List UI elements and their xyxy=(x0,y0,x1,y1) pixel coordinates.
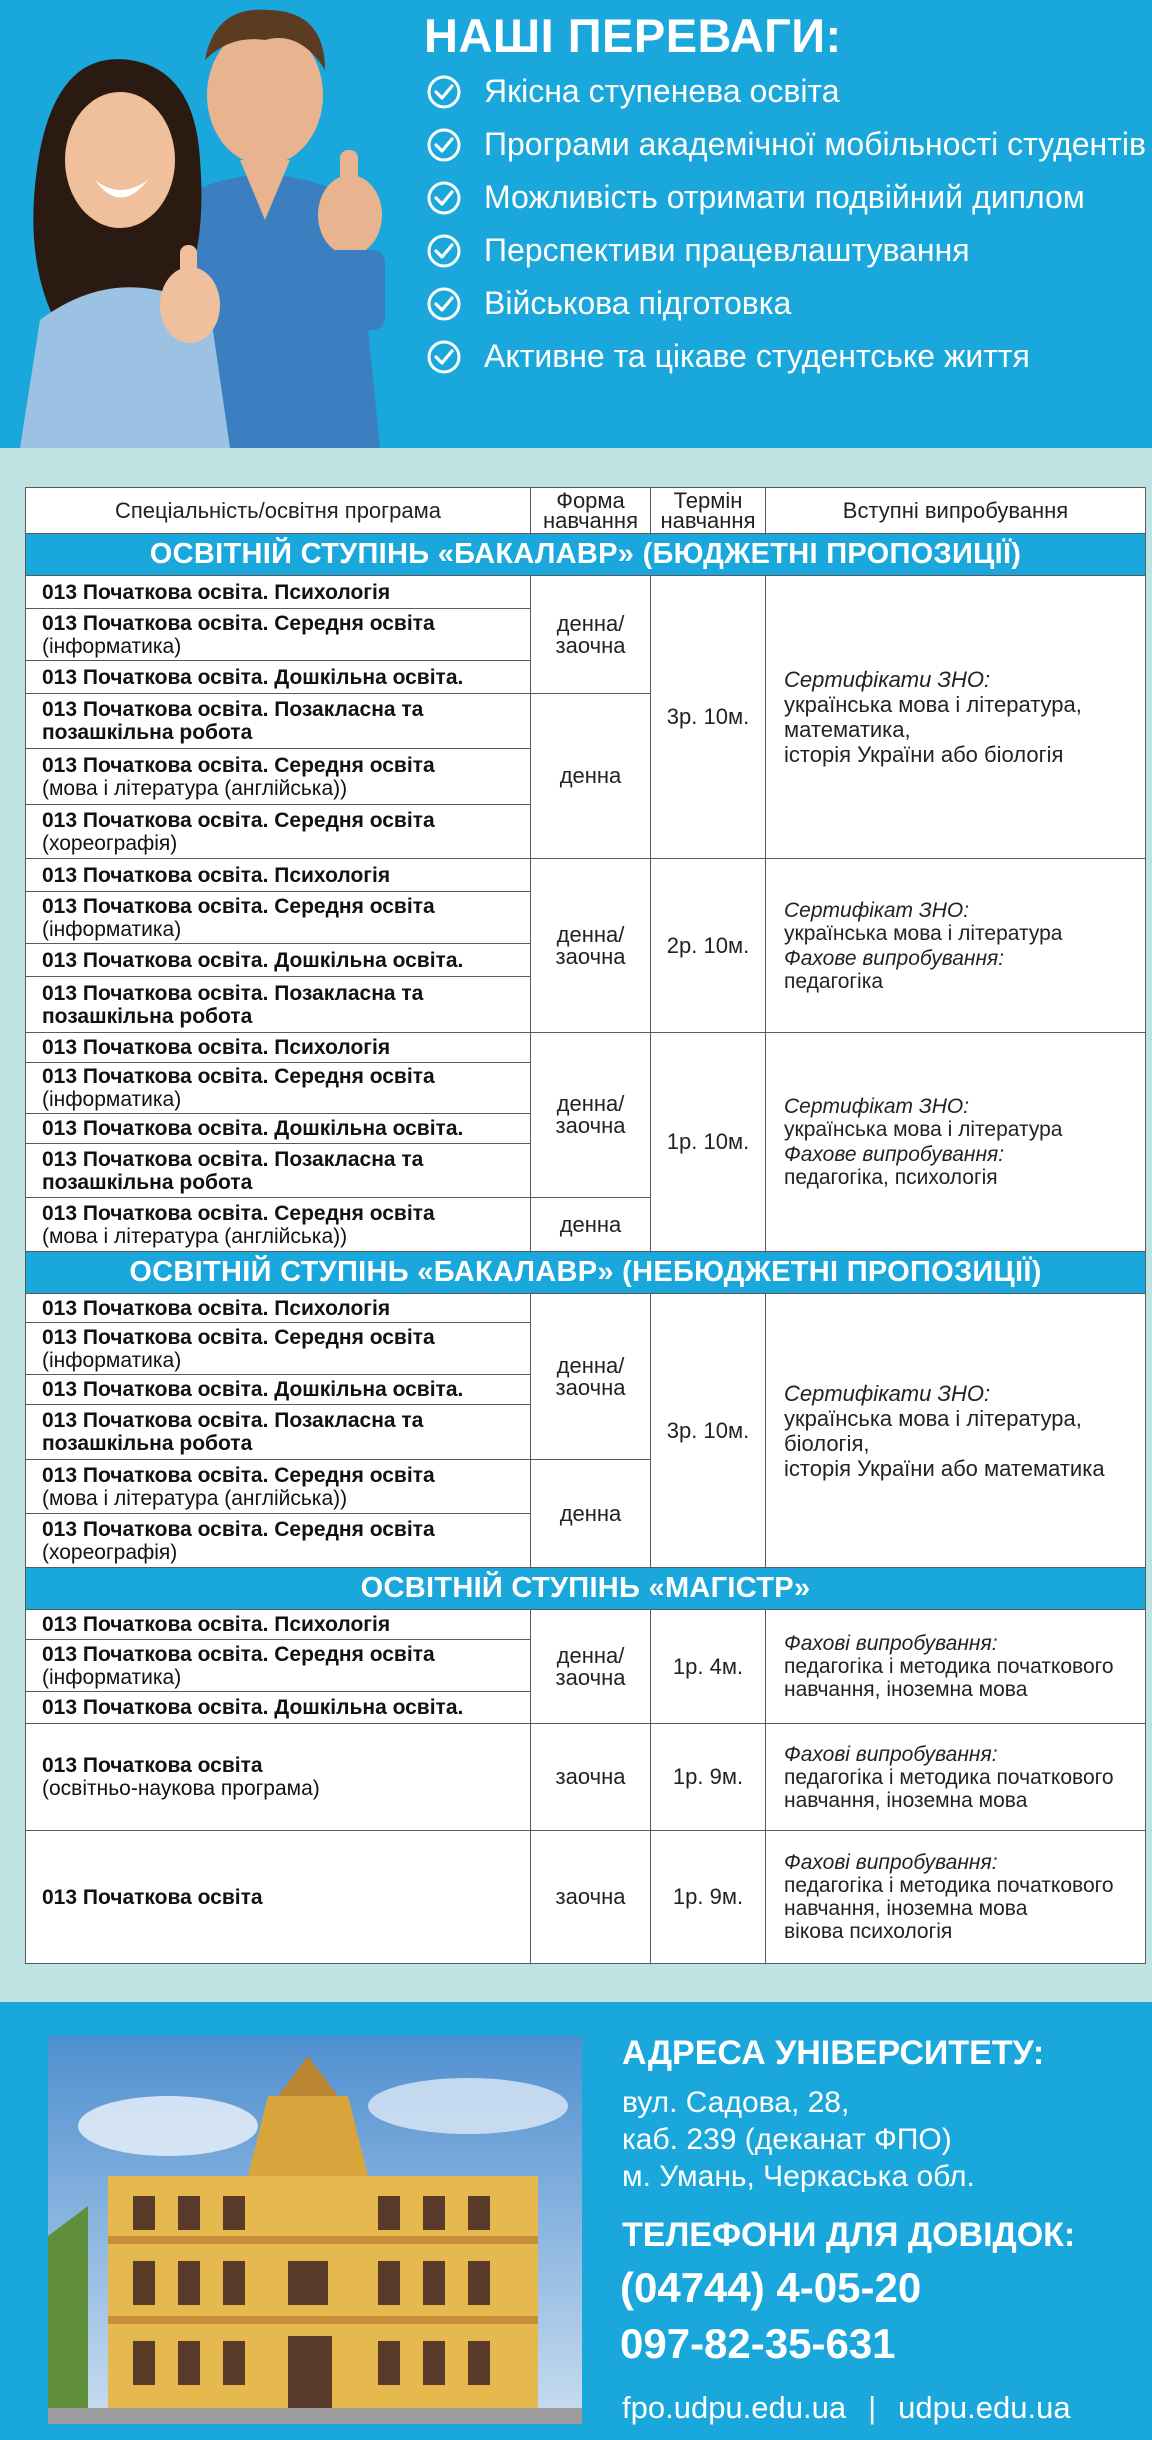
program-cell xyxy=(26,1460,531,1514)
exams-cell xyxy=(766,1831,1146,1964)
header-program: Спеціальність/освітня програма xyxy=(26,488,531,534)
program-name: 013 Початкова освіта. Психологія xyxy=(42,1296,391,1320)
program-specialization: (освітньо-наукова програма) xyxy=(42,1777,320,1800)
program-cell xyxy=(26,1831,531,1964)
program-cell xyxy=(26,1063,531,1114)
advantage-text: Перспективи працевлаштування xyxy=(484,232,970,268)
advantages-banner xyxy=(0,0,1152,448)
form-cell: заочна xyxy=(531,1831,651,1964)
form-cell: денна/ заочна xyxy=(531,1294,651,1460)
program-cell xyxy=(26,1114,531,1144)
program-cell xyxy=(26,1610,531,1640)
address-block xyxy=(622,2084,975,2195)
advantage-item xyxy=(426,233,1146,269)
programs-table-wrapper xyxy=(25,487,1145,1964)
exam-label: Фахове випробування: xyxy=(784,946,1005,970)
form-cell: денна/ заочна xyxy=(531,1610,651,1724)
advantage-item xyxy=(426,180,1146,216)
header-form: Форма навчання xyxy=(531,488,651,534)
term-cell: 2р. 10м. xyxy=(651,859,766,1033)
advantage-text: Активне та цікаве студентське життя xyxy=(484,338,1030,374)
program-cell xyxy=(26,609,531,661)
program-name: 013 Початкова освіта. Середня освіта xyxy=(42,808,435,832)
exam-line: українська мова і література, xyxy=(784,692,1082,717)
program-name: 013 Початкова освіта. Дошкільна освіта. xyxy=(42,665,464,689)
term-cell: 3р. 10м. xyxy=(651,1294,766,1568)
program-name: 013 Початкова освіта. Середня освіта xyxy=(42,1201,435,1225)
exam-line: історія України або біологія xyxy=(784,742,1064,767)
program-name: 013 Початкова освіта. Середня освіта xyxy=(42,1642,435,1666)
table-row xyxy=(26,1610,1146,1640)
program-specialization: (хореографія) xyxy=(42,1540,178,1564)
program-cell xyxy=(26,1144,531,1198)
address-title: АДРЕСА УНІВЕРСИТЕТУ: xyxy=(622,2034,1045,2072)
exam-line: вікова психологія xyxy=(784,1920,953,1943)
exam-label: Фахові випробування: xyxy=(784,1632,998,1655)
program-cell xyxy=(26,977,531,1033)
phone-number[interactable]: 097-82-35-631 xyxy=(620,2320,896,2367)
advantage-text: Можливість отримати подвійний диплом xyxy=(484,179,1085,215)
program-name: 013 Початкова освіта. Психологія xyxy=(42,863,391,887)
form-cell: денна xyxy=(531,1460,651,1568)
program-cell xyxy=(26,749,531,805)
check-circle-icon xyxy=(426,127,462,163)
advantage-item xyxy=(426,339,1146,375)
exams-cell xyxy=(766,1724,1146,1831)
exam-label: Фахове випробування: xyxy=(784,1143,1005,1166)
program-name: 013 Початкова освіта xyxy=(42,1754,263,1777)
check-circle-icon xyxy=(426,74,462,110)
program-specialization: (хореографія) xyxy=(42,831,178,855)
table-row xyxy=(26,859,1146,892)
program-name: 013 Початкова освіта xyxy=(42,1885,263,1909)
exam-line: педагогіка xyxy=(784,969,884,993)
advantage-item xyxy=(426,74,1146,110)
exam-label: Сертифікат ЗНО: xyxy=(784,898,970,922)
program-name: 013 Початкова освіта. Дошкільна освіта. xyxy=(42,1696,464,1719)
address-line: вул. Садова, 28, xyxy=(622,2086,850,2119)
program-name: 013 Початкова освіта. Психологія xyxy=(42,1613,391,1636)
term-cell: 3р. 10м. xyxy=(651,576,766,859)
program-cell xyxy=(26,892,531,944)
table-header-row xyxy=(26,488,1146,534)
advantage-item xyxy=(426,286,1146,322)
form-cell: денна/ заочна xyxy=(531,859,651,1033)
check-circle-icon xyxy=(426,286,462,322)
advantage-text: Програми академічної мобільності студентів xyxy=(484,126,1146,162)
exams-cell xyxy=(766,1294,1146,1568)
exams-cell xyxy=(766,1033,1146,1252)
form-cell: денна/ заочна xyxy=(531,1033,651,1198)
students-thumbs-up-photo xyxy=(0,0,420,448)
program-name: 013 Початкова освіта. Середня освіта xyxy=(42,1517,435,1541)
program-cell xyxy=(26,694,531,749)
program-cell xyxy=(26,1724,531,1831)
program-cell xyxy=(26,1692,531,1724)
form-cell: заочна xyxy=(531,1724,651,1831)
program-cell xyxy=(26,1033,531,1063)
program-cell xyxy=(26,1375,531,1405)
form-cell: денна/ заочна xyxy=(531,576,651,694)
university-building-photo xyxy=(48,2036,582,2424)
program-specialization: (інформатика) xyxy=(42,1088,182,1111)
term-cell: 1р. 4м. xyxy=(651,1610,766,1724)
program-cell xyxy=(26,805,531,859)
check-circle-icon xyxy=(426,233,462,269)
advantage-text: Військова підготовка xyxy=(484,285,792,321)
section-title: ОСВІТНІЙ СТУПІНЬ «БАКАЛАВР» (НЕБЮДЖЕТНІ ПРОПОЗИЦІЇ) xyxy=(26,1252,1146,1294)
program-name: 013 Початкова освіта. Психологія xyxy=(42,1036,391,1059)
exam-line: математика, xyxy=(784,717,911,742)
program-name: 013 Початкова освіта. Дошкільна освіта. xyxy=(42,1378,464,1401)
program-cell xyxy=(26,661,531,694)
phone-number[interactable]: (04744) 4-05-20 xyxy=(620,2264,922,2311)
section-title: ОСВІТНІЙ СТУПІНЬ «БАКАЛАВР» (БЮДЖЕТНІ ПРОПОЗИЦІЇ) xyxy=(26,534,1146,576)
programs-table xyxy=(25,487,1146,1964)
table-row xyxy=(26,1831,1146,1964)
exam-line: українська мова і література xyxy=(784,1118,1063,1141)
advantages-list xyxy=(426,74,1146,392)
program-name: 013 Початкова освіта. Позакласна та позашкільна робота xyxy=(42,981,424,1028)
program-specialization: (інформатика) xyxy=(42,1665,182,1689)
program-name: 013 Початкова освіта. Середня освіта xyxy=(42,611,435,635)
exam-line: біологія, xyxy=(784,1430,870,1456)
program-name: 013 Початкова освіта. Середня освіта xyxy=(42,894,435,918)
advantages-title: НАШІ ПЕРЕВАГИ: xyxy=(424,9,842,62)
website-link[interactable]: udpu.edu.ua xyxy=(898,2390,1071,2425)
exams-cell xyxy=(766,1610,1146,1724)
term-cell: 1р. 9м. xyxy=(651,1724,766,1831)
program-name: 013 Початкова освіта. Дошкільна освіта. xyxy=(42,948,464,972)
program-specialization: (мова і література (англійська)) xyxy=(42,1486,348,1510)
program-name: 013 Початкова освіта. Середня освіта xyxy=(42,1065,435,1088)
term-cell: 1р. 9м. xyxy=(651,1831,766,1964)
section-row xyxy=(26,534,1146,576)
contacts-footer xyxy=(0,2002,1152,2440)
exam-label: Сертифікати ЗНО: xyxy=(784,667,991,692)
program-specialization: (інформатика) xyxy=(42,1348,182,1372)
table-row xyxy=(26,1033,1146,1063)
program-cell xyxy=(26,1405,531,1460)
exam-label: Сертифікат ЗНО: xyxy=(784,1095,970,1118)
section-title: ОСВІТНІЙ СТУПІНЬ «МАГІСТР» xyxy=(26,1568,1146,1610)
form-cell: денна xyxy=(531,694,651,859)
program-cell xyxy=(26,859,531,892)
program-name: 013 Початкова освіта. Середня освіта xyxy=(42,1463,435,1487)
exam-line: українська мова і література, xyxy=(784,1405,1082,1431)
program-name: 013 Початкова освіта. Дошкільна освіта. xyxy=(42,1117,464,1140)
program-cell xyxy=(26,1514,531,1568)
program-cell xyxy=(26,1294,531,1323)
advantage-text: Якісна ступенева освіта xyxy=(484,73,840,109)
exams-cell xyxy=(766,859,1146,1033)
program-cell xyxy=(26,1640,531,1692)
program-cell xyxy=(26,1198,531,1252)
program-cell xyxy=(26,576,531,609)
exams-cell xyxy=(766,576,1146,859)
form-cell: денна xyxy=(531,1198,651,1252)
program-cell xyxy=(26,944,531,977)
program-cell xyxy=(26,1323,531,1375)
program-name: 013 Початкова освіта. Середня освіта xyxy=(42,1325,435,1349)
check-circle-icon xyxy=(426,180,462,216)
program-specialization: (мова і література (англійська)) xyxy=(42,1224,348,1248)
websites xyxy=(622,2390,1071,2426)
section-row xyxy=(26,1252,1146,1294)
advantage-item xyxy=(426,127,1146,163)
exam-line: педагогіка і методика початкового навчання, іноземна мова xyxy=(784,1874,1114,1920)
exam-line: педагогіка і методика початкового навчання, іноземна мова xyxy=(784,1655,1114,1701)
check-circle-icon xyxy=(426,339,462,375)
address-line: м. Умань, Черкаська обл. xyxy=(622,2160,975,2193)
exam-line: історія України або математика xyxy=(784,1455,1105,1481)
term-cell: 1р. 10м. xyxy=(651,1033,766,1252)
exam-label: Сертифікати ЗНО: xyxy=(784,1380,991,1406)
program-name: 013 Початкова освіта. Позакласна та позашкільна робота xyxy=(42,1409,424,1455)
header-exams: Вступні випробування xyxy=(766,488,1146,534)
exam-label: Фахові випробування: xyxy=(784,1851,998,1874)
phones-title: ТЕЛЕФОНИ ДЛЯ ДОВІДОК: xyxy=(622,2216,1076,2254)
program-name: 013 Початкова освіта. Середня освіта xyxy=(42,753,435,777)
program-specialization: (інформатика) xyxy=(42,634,182,658)
program-specialization: (інформатика) xyxy=(42,917,182,941)
exam-line: педагогіка, психологія xyxy=(784,1166,998,1189)
section-row xyxy=(26,1568,1146,1610)
program-specialization: (мова і література (англійська)) xyxy=(42,776,348,800)
exam-label: Фахові випробування: xyxy=(784,1742,998,1766)
program-name: 013 Початкова освіта. Позакласна та позашкільна робота xyxy=(42,698,424,744)
exam-line: педагогіка і методика початкового навчання, іноземна мова xyxy=(784,1765,1114,1812)
header-term: Термін навчання xyxy=(651,488,766,534)
exam-line: українська мова і література xyxy=(784,921,1063,945)
program-name: 013 Початкова освіта. Позакласна та позашкільна робота xyxy=(42,1147,424,1194)
table-row xyxy=(26,1294,1146,1323)
program-name: 013 Початкова освіта. Психологія xyxy=(42,580,391,604)
separator: | xyxy=(868,2390,877,2425)
table-row xyxy=(26,576,1146,609)
website-link[interactable]: fpo.udpu.edu.ua xyxy=(622,2390,847,2425)
table-row xyxy=(26,1724,1146,1831)
address-line: каб. 239 (деканат ФПО) xyxy=(622,2123,952,2156)
